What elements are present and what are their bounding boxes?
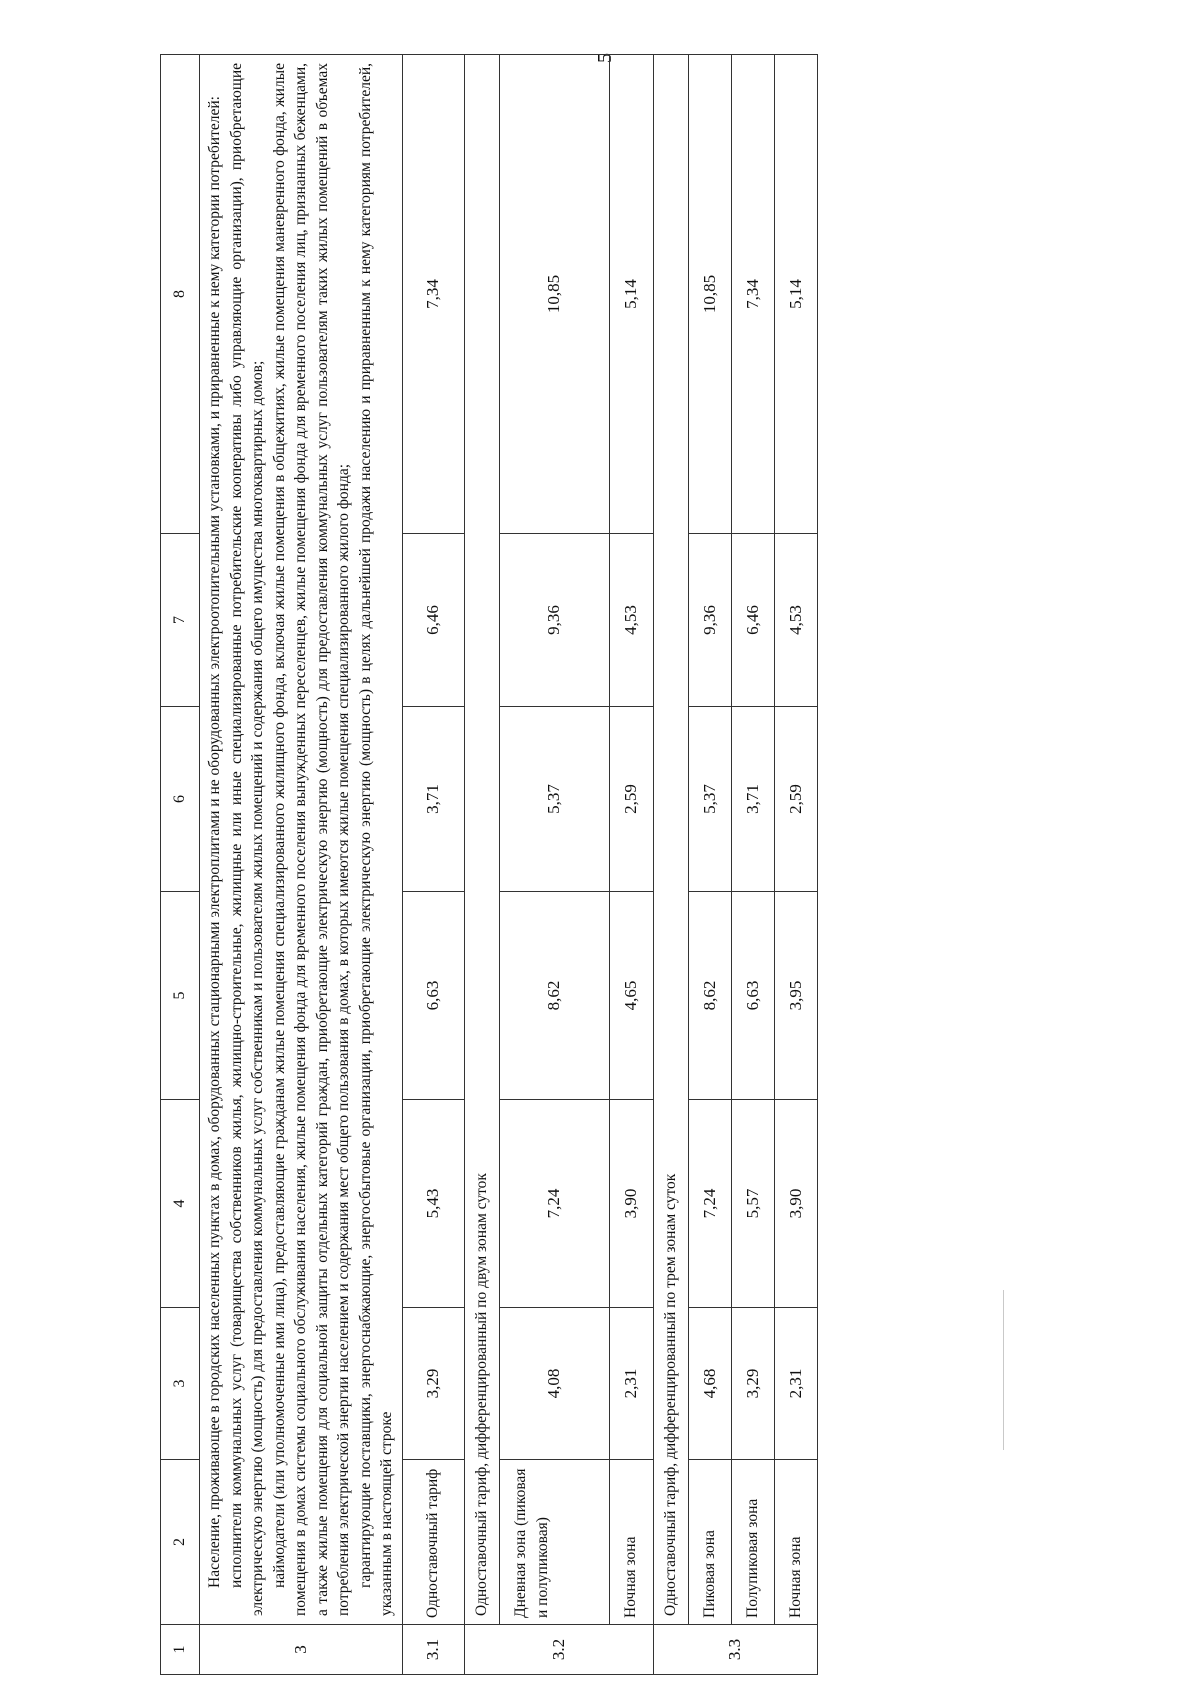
- value-cell: 3,29: [731, 1308, 774, 1460]
- value-cell: 9,36: [688, 534, 731, 707]
- header-row: [161, 55, 200, 1675]
- zone-name: Ночная зона: [609, 1460, 653, 1625]
- two-zone-title-row: [464, 55, 499, 1675]
- value-cell: 3,29: [402, 1308, 464, 1460]
- header-cell: 2: [161, 1460, 200, 1625]
- header-cell: 8: [161, 55, 200, 534]
- header-cell: 1: [161, 1625, 200, 1675]
- half-peak-zone-row: [731, 55, 774, 1675]
- value-cell: 5,43: [402, 1100, 464, 1308]
- row-3-1: [402, 55, 464, 1675]
- value-cell: 4,68: [688, 1308, 731, 1460]
- value-cell: 5,37: [499, 707, 609, 892]
- night-zone-row: [609, 55, 653, 1675]
- peak-zone-row: [688, 55, 731, 1675]
- section-title: Одноставочный тариф, дифференцированный по двум зонам суток: [464, 55, 499, 1625]
- value-cell: 6,63: [731, 892, 774, 1100]
- value-cell: 3,71: [731, 707, 774, 892]
- value-cell: 8,62: [688, 892, 731, 1100]
- value-cell: 2,59: [774, 707, 817, 892]
- value-cell: 3,90: [774, 1100, 817, 1308]
- value-cell: 5,14: [774, 55, 817, 534]
- header-cell: 5: [161, 892, 200, 1100]
- three-zone-title-row: [653, 55, 688, 1675]
- value-cell: 6,63: [402, 892, 464, 1100]
- zone-name: Дневная зона (пиковая и полупиковая): [499, 1460, 609, 1625]
- header-cell: 3: [161, 1308, 200, 1460]
- value-cell: 4,65: [609, 892, 653, 1100]
- section-3-row: [200, 55, 403, 1675]
- zone-name: Ночная зона: [774, 1460, 817, 1625]
- header-cell: 6: [161, 707, 200, 892]
- section-description: [200, 55, 403, 1625]
- description-paragraph: гарантирующие поставщики, энергоснабжающие, энергосбытовые организации, приобретающие электрическую энергию (мощность) в целях дальнейшей продажи населению и приравненным к нему категориям потребителей, указанным в настоящей строке: [356, 63, 395, 1616]
- value-cell: 7,34: [402, 55, 464, 534]
- value-cell: 5,57: [731, 1100, 774, 1308]
- header-cell: 7: [161, 534, 200, 707]
- row-number: 3.3: [653, 1625, 817, 1675]
- value-cell: 6,46: [402, 534, 464, 707]
- value-cell: 4,53: [609, 534, 653, 707]
- value-cell: 5,37: [688, 707, 731, 892]
- page-number: 5: [594, 53, 616, 63]
- value-cell: 3,90: [609, 1100, 653, 1308]
- value-cell: 3,95: [774, 892, 817, 1100]
- tariff-table: [160, 54, 818, 1675]
- value-cell: 4,08: [499, 1308, 609, 1460]
- tariff-name: Одноставочный тариф: [402, 1460, 464, 1625]
- section-title: Одноставочный тариф, дифференцированный по трем зонам суток: [653, 55, 688, 1625]
- header-cell: 4: [161, 1100, 200, 1308]
- rotated-table-wrapper: [160, 55, 1055, 1675]
- value-cell: 7,24: [688, 1100, 731, 1308]
- description-paragraph: Население, проживающее в городских населенных пунктах в домах, оборудованных стационарными электроплитами и не оборудованных электроотопительными установками, и приравненные к нему категории потребителей:: [206, 96, 223, 1588]
- value-cell: 2,59: [609, 707, 653, 892]
- row-number: 3: [200, 1625, 403, 1675]
- description-paragraph: наймодатели (или уполномоченные ими лица), предоставляющие гражданам жилые помещения специализированного жилищного фонда, включая жилые помещения в общежитиях, жилые помещения маневренного фонда, жилые помещения в домах системы социального обслуживания населения, жилые помещения фонда для временного поселения вынужденных переселенцев, жилые помещения фонда для временного поселения лиц, признанных беженцами, а также жилые помещения для социальной защиты отдельных категорий граждан, приобретающие электрическую энергию (мощность) для предоставления коммунальных услуг пользователям таких жилых помещений в объемах потребления электрической энергии населением и содержания мест общего пользования в домах, в которых имеются жилые помещения специализированного жилого фонда;: [270, 63, 352, 1616]
- value-cell: 6,46: [731, 534, 774, 707]
- value-cell: 2,31: [774, 1308, 817, 1460]
- row-number: 3.1: [402, 1625, 464, 1675]
- description-paragraph: исполнители коммунальных услуг (товарищества собственников жилья, жилищно-строительные, жилищные или иные специализированные потребительские кооперативы либо управляющие организации), приобретающие электрическую энергию (мощность) для предоставления коммунальных услуг собственникам и пользователям жилых помещений и содержания общего имущества многоквартирных домов;: [227, 63, 266, 1616]
- value-cell: 4,53: [774, 534, 817, 707]
- value-cell: 10,85: [499, 55, 609, 534]
- value-cell: 9,36: [499, 534, 609, 707]
- value-cell: 7,34: [731, 55, 774, 534]
- day-zone-row: [499, 55, 609, 1675]
- value-cell: 8,62: [499, 892, 609, 1100]
- value-cell: 5,14: [609, 55, 653, 534]
- zone-name: Полупиковая зона: [731, 1460, 774, 1625]
- value-cell: 7,24: [499, 1100, 609, 1308]
- row-number: 3.2: [464, 1625, 653, 1675]
- night-zone-row: [774, 55, 817, 1675]
- zone-name: Пиковая зона: [688, 1460, 731, 1625]
- value-cell: 2,31: [609, 1308, 653, 1460]
- value-cell: 3,71: [402, 707, 464, 892]
- value-cell: 10,85: [688, 55, 731, 534]
